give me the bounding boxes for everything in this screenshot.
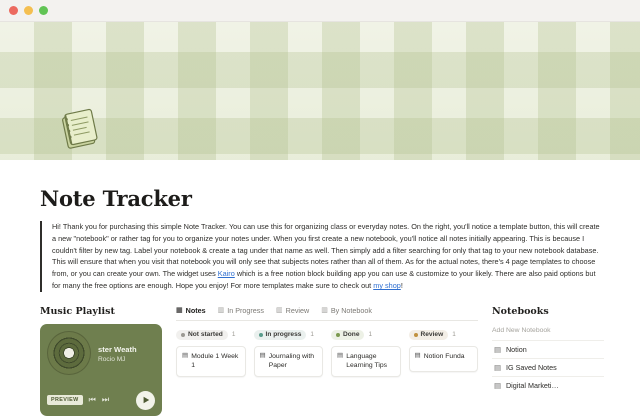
board-group-review: [409, 330, 479, 372]
notebook-label: Digital Marketi…: [505, 380, 559, 390]
kanban-board: [176, 330, 478, 377]
list-item[interactable]: [492, 340, 604, 358]
status-bullet-icon: [336, 333, 340, 337]
group-count: 1: [231, 331, 236, 339]
page-title: Note Tracker: [40, 186, 192, 211]
page-icon: ▤: [182, 351, 189, 359]
album-art-vinyl-icon: [47, 331, 91, 375]
skip-back-icon[interactable]: ⏮: [88, 395, 96, 405]
board-group-done: [331, 330, 401, 377]
page-icon: ▤: [494, 362, 501, 372]
page-cover-banner: [0, 22, 640, 160]
intro-callout: Hi! Thank you for purchasing this simple Note Tracker. You can use this for organizing class or everyday notes. On the right, you'll notice a template button, this will create a new "notebook" or rather tag for you to organize your notes under. When you first create a new notebook, you'll notice all notes initially appearing. This is because I couldn't filter by new tag. Label your notebook & create a tag under that name as well. Then simply add a filter searching for only that tag to your new notebook database. This will ensure that when you visit that notebook you will only see that subjects notes rather than all of them. As for the actual notes, there's 4 page templates to choose from, or you can create your own. The widget uses Kairo which is a free notion block building app you can use & customize to your likely. There are also paid options but for many the free options are enough. Hope you enjoy! For more templates make sure to check out my shop!: [40, 221, 600, 292]
status-label: Not started: [188, 331, 223, 339]
tab-review-label: Review: [285, 305, 310, 315]
add-new-notebook-button[interactable]: Add New Notebook: [492, 326, 551, 334]
page-icon: ▤: [494, 380, 501, 390]
tab-in-progress-label: In Progress: [227, 305, 264, 315]
tab-by-notebook[interactable]: [321, 306, 372, 315]
music-playlist-column: [40, 306, 162, 416]
player-controls-row: [47, 391, 155, 410]
card-title: Module 1 Week 1: [191, 352, 239, 370]
group-count: 1: [310, 331, 314, 339]
notebook-label: Notion: [505, 344, 527, 354]
board-view-tabs: [176, 306, 478, 321]
tab-notes-label: Notes: [185, 305, 206, 315]
track-title: ster Weath: [98, 344, 137, 354]
board-group-header[interactable]: [176, 330, 246, 340]
board-card[interactable]: [331, 346, 401, 377]
board-group-not-started: [176, 330, 246, 377]
close-window-button[interactable]: [9, 6, 18, 15]
tab-by-notebook-label: By Notebook: [330, 305, 372, 315]
board-group-header[interactable]: [409, 330, 479, 340]
track-metadata: [98, 331, 137, 375]
board-card[interactable]: [409, 346, 479, 372]
play-icon[interactable]: [136, 391, 155, 410]
status-label: Review: [420, 331, 444, 339]
preview-badge: PREVIEW: [47, 395, 83, 405]
notebooks-column: [492, 306, 604, 394]
music-player-widget[interactable]: [40, 324, 162, 416]
status-badge: [409, 330, 449, 340]
card-title: Journaling with Paper: [268, 352, 315, 370]
board-group-in-progress: [254, 330, 324, 377]
board-icon: ▥: [321, 307, 328, 315]
page-body: [0, 160, 640, 416]
status-badge: [254, 330, 307, 340]
tab-review[interactable]: [276, 306, 309, 315]
board-group-header[interactable]: [254, 330, 324, 340]
window-titlebar: [0, 0, 640, 22]
board-card[interactable]: [254, 346, 324, 377]
minimize-window-button[interactable]: [24, 6, 33, 15]
status-bullet-icon: [414, 333, 418, 337]
board-group-header[interactable]: [331, 330, 401, 340]
group-count: 1: [368, 331, 373, 339]
three-column-layout: [40, 306, 604, 416]
player-top-row: [47, 331, 155, 375]
board-icon: ▥: [276, 307, 283, 315]
maximize-window-button[interactable]: [39, 6, 48, 15]
list-item[interactable]: [492, 358, 604, 376]
status-label: Done: [343, 331, 360, 339]
notebook-icon[interactable]: [56, 108, 102, 152]
status-bullet-icon: [259, 333, 263, 337]
notes-board-column: [176, 306, 478, 377]
card-title: Language Learning Tips: [346, 352, 388, 370]
tab-notes[interactable]: [176, 306, 206, 315]
tab-in-progress[interactable]: [218, 306, 264, 315]
skip-forward-icon[interactable]: ⏭: [101, 395, 110, 405]
card-title: Notion Funda: [423, 352, 465, 360]
notebook-label: IG Saved Notes: [505, 362, 557, 372]
page-icon: ▤: [259, 351, 266, 359]
track-artist: Rocio MJ: [98, 355, 126, 363]
board-icon: ▥: [217, 307, 225, 315]
page-icon: ▤: [414, 351, 421, 359]
notebooks-heading: Notebooks: [492, 305, 549, 317]
grid-icon: ▦: [176, 307, 183, 315]
page-icon: ▤: [337, 351, 344, 359]
status-label: In progress: [265, 331, 302, 339]
list-item[interactable]: [492, 376, 604, 394]
board-card[interactable]: [176, 346, 246, 377]
group-count: 1: [452, 331, 456, 339]
page-icon: ▤: [494, 344, 501, 354]
status-badge: [331, 330, 364, 340]
music-playlist-heading: Music Playlist: [40, 305, 115, 317]
status-bullet-icon: [181, 333, 185, 337]
status-badge: [176, 330, 228, 340]
